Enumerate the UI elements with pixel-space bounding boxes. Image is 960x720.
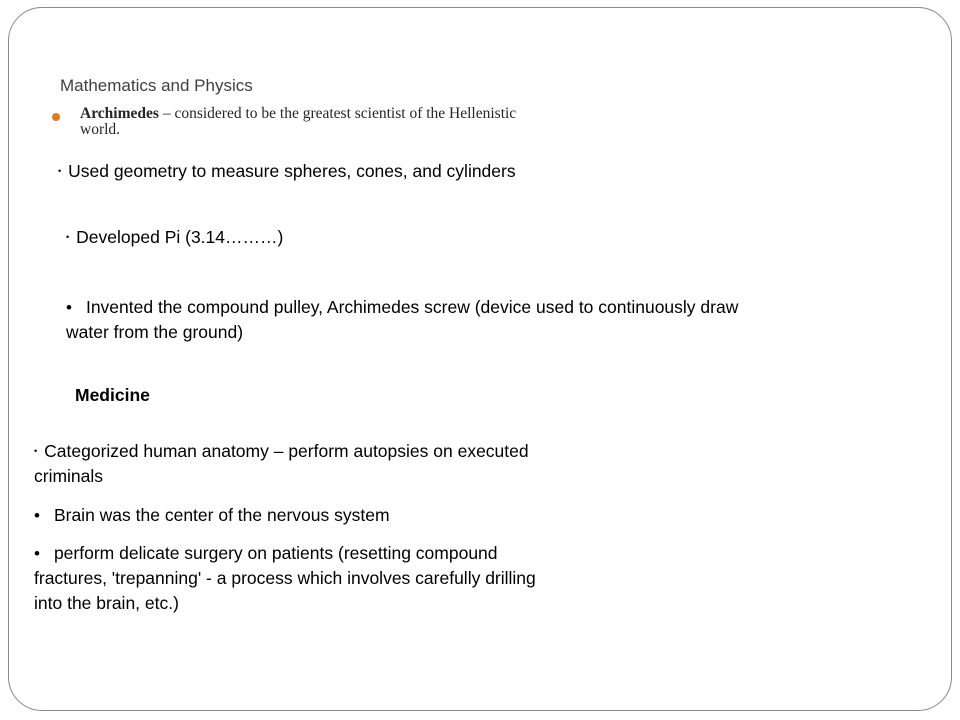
bullet-pi: [66, 225, 566, 250]
medicine-title: Medicine: [75, 385, 150, 405]
bullet-anatomy-text: Categorized human anatomy – perform autopsies on executed criminals: [34, 441, 529, 486]
archimedes-name: Archimedes: [80, 105, 159, 122]
orange-bullet-icon: [52, 113, 60, 121]
bullet-icon: •: [34, 544, 40, 563]
bullet-brain-text: Brain was the center of the nervous system: [53, 505, 390, 525]
bullet-pulley-text: Invented the compound pulley, Archimedes screw (device used to continuously draw water from the ground): [66, 297, 739, 342]
bullet-anatomy: [34, 439, 554, 489]
bullet-icon: •: [66, 298, 72, 317]
bullet-icon: •: [34, 446, 38, 456]
bullet-surgery: [34, 541, 554, 616]
archimedes-lead-text: [80, 106, 560, 138]
bullet-pi-text: Developed Pi (3.14………): [76, 227, 284, 247]
bullet-geometry-text: Used geometry to measure spheres, cones, and cylinders: [68, 161, 516, 181]
bullet-icon: •: [66, 232, 70, 242]
bullet-icon: •: [34, 506, 40, 525]
bullet-surgery-text: perform delicate surgery on patients (resetting compound fractures, 'trepanning' - a process which involves carefully drilling into the brain, etc.): [34, 543, 536, 613]
bullet-brain: [34, 503, 554, 528]
bullet-pulley: [66, 295, 766, 345]
archimedes-description: – considered to be the greatest scientist of the Hellenistic world.: [80, 105, 517, 138]
section-title: Mathematics and Physics: [60, 76, 253, 95]
bullet-icon: •: [58, 166, 62, 176]
bullet-geometry: [58, 159, 558, 184]
